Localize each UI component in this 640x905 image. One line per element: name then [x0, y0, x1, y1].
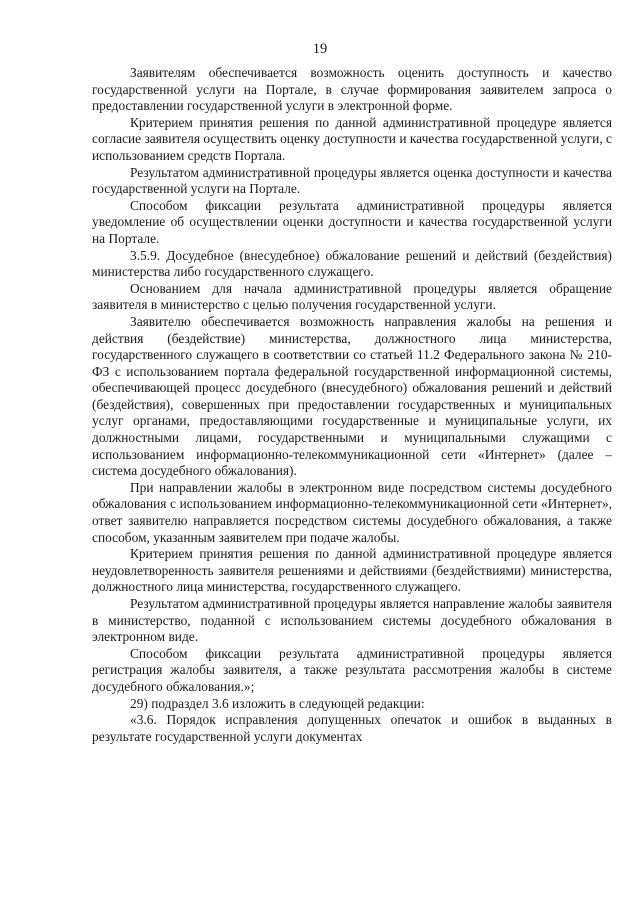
- paragraph: Заявителю обеспечивается возможность направления жалобы на решения и действия (бездействие) министерства, должностного лица министерства, государственного служащего в соответствии со статьей 11.2 Федерального закона № 210-ФЗ с использованием портала федеральной государственной информационной системы, обеспечивающей процесс досудебного (внесудебного) обжалования решений и действий (бездействия), совершенных при предоставлении государственных и муниципальных услуг органами, предоставляющими государственные и муниципальные услуги, их должностными лицами, государственными и муниципальными служащими с использованием информационно-телекоммуникационной сети «Интернет» (далее – система досудебного обжалования).: [92, 313, 612, 479]
- paragraph: Способом фиксации результата административной процедуры является уведомление об осуществлении оценки доступности и качества государственной услуги на Портале.: [92, 197, 612, 246]
- paragraph: Критерием принятия решения по данной административной процедуре является согласие заявителя осуществить оценку доступности и качества государственной услуги, с использованием средств Портала.: [92, 114, 612, 163]
- amendment-item: 29) подраздел 3.6 изложить в следующей редакции:: [130, 695, 425, 711]
- paragraph: Основанием для начала административной процедуры является обращение заявителя в министерство с целью получения государственной услуги.: [92, 280, 612, 313]
- document-body: [92, 65, 612, 745]
- paragraph: Заявителям обеспечивается возможность оценить доступность и качество государственной услуги на Портале, в случае формирования заявителем запроса о предоставлении государственной услуги в электронной форме.: [92, 65, 612, 114]
- paragraph: Результатом административной процедуры является направление жалобы заявителя в министерство, поданной с использованием системы досудебного обжалования в электронном виде.: [92, 596, 612, 645]
- paragraph: При направлении жалобы в электронном виде посредством системы досудебного обжалования с использованием информационно-телекоммуникационной сети «Интернет», ответ заявителю направляется посредством системы досудебного обжалования, а также способом, указанным заявителем при подаче жалобы.: [92, 479, 612, 545]
- section-heading-paragraph: 3.5.9. Досудебное (внесудебное) обжалование решений и действий (бездействия) министерства либо государственного служащего.: [92, 247, 612, 280]
- paragraph: Результатом административной процедуры является оценка доступности и качества государственной услуги на Портале.: [92, 164, 612, 197]
- paragraph: Критерием принятия решения по данной административной процедуре является неудовлетворенность заявителя решениями и действиями (бездействиями) министерства, должностного лица министерства, государственного служащего.: [92, 546, 612, 595]
- paragraph: Способом фиксации результата административной процедуры является регистрация жалобы заявителя, а также результата рассмотрения жалобы в системе досудебного обжалования.»;: [92, 645, 612, 694]
- section-heading-paragraph: «3.6. Порядок исправления допущенных опечаток и ошибок в выданных в результате государственной услуги документах: [92, 712, 612, 744]
- page-number: 19: [312, 41, 328, 57]
